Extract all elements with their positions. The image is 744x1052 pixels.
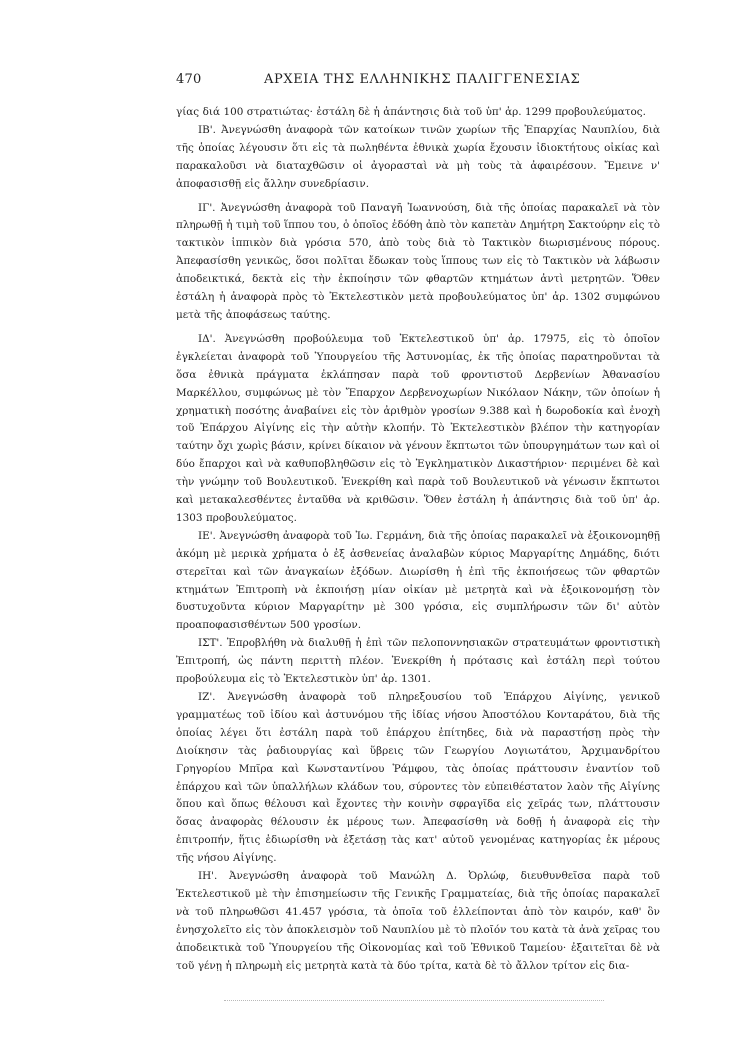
- paragraph-ie: ΙΕ'. Ἀνεγνώσθη ἀναφορὰ τοῦ Ἰω. Γερμάνη, διὰ τῆς ὁποίας παρακαλεῖ νὰ ἐξοικονομηθῇ ἀκόμη μὲ μερικὰ χρήματα ὁ ἐξ ἀσθενείας ἀναλαβὼν κύριος Μαργαρίτης Δημάδης, διότι στερεῖται καὶ τῶν ἀναγκαίων ἐξόδων. Διωρίσθη ἡ ἐπὶ τῆς ἐκποιήσεως τῶν φθαρτῶν κτημάτων Ἐπιτροπὴ νὰ ἐκποιήσῃ μίαν οἰκίαν μὲ μετρητὰ καὶ νὰ ἐξοικονομήσῃ τὸν δυστυχοῦντα κύριον Μαργαρίτην μὲ 300 γρόσια, εἰς συμπλήρωσιν τῶν δι' αὐτὸν προαποφασισθέντων 500 γροσίων.: [176, 529, 660, 632]
- paragraph-continuation: γίας διά 100 στρατιώτας· ἐστάλη δὲ ἡ ἀπάντησις διὰ τοῦ ὑπ' ἀρ. 1299 προβουλεύματος.: [176, 106, 646, 118]
- paragraph-iz: ΙΖ'. Ἀνεγνώσθη ἀναφορὰ τοῦ πληρεξουσίου τοῦ Ἐπάρχου Αἰγίνης, γενικοῦ γραμματέως τοῦ ἰδίου καὶ ἀστυνόμου τῆς ἰδίας νήσου Ἀποστόλου Κονταράτου, διὰ τῆς ὁποίας λέγει ὅτι ἐστάλη παρὰ τοῦ ἐπάρχου ἐπίτηδες, διὰ νὰ παραστήσῃ πρὸς τὴν Διοίκησιν τὰς ῥαδιουργίας καὶ ὕβρεις τῶν Γεωργίου Λογιωτάτου, Ἀρχιμανδρίτου Γρηγορίου Μπῖρα καὶ Κωνσταντίνου Ῥάμφου, τὰς ὁποίας πράττουσιν ἐναντίον τοῦ ἐπάρχου καὶ τῶν ὑπαλλήλων κλάδων του, σύροντες τὸν εὐπειθέστατον λαὸν τῆς Αἰγίνης ὅπου καὶ ὅπως θέλουσι καὶ ἔχοντες τὴν κοινὴν σφραγῖδα εἰς χεῖράς των, πλάττουσιν ὅσας ἀναφορὰς θέλουσιν ἐκ μέρους των. Ἀπεφασίσθη νὰ δοθῇ ἡ ἀναφορὰ εἰς τὴν ἐπιτροπήν, ἥτις ἐδιωρίσθη νὰ ἐξετάσῃ τὰς κατ' αὐτοῦ γενομένας κατηγορίας ἐκ μέρους τῆς νήσου Αἰγίνης.: [176, 691, 660, 865]
- bottom-dotted-rule: [224, 1000, 604, 1001]
- paragraph-ib: ΙΒ'. Ἀνεγνώσθη ἀναφορὰ τῶν κατοίκων τινῶν χωρίων τῆς Ἐπαρχίας Ναυπλίου, διὰ τῆς ὁποίας λέγουσιν ὅτι εἰς τὰ πωληθέντα ἐθνικὰ χωρία ἔχουσιν ἰδιοκτήτους οἰκίας καὶ παρακαλοῦσι νὰ διαταχθῶσιν οἱ ἀγορασταὶ νὰ μὴ τοὺς τὰ ἀφαιρέσουν. Ἔμεινε ν' ἀποφασισθῇ εἰς ἄλλην συνεδρίασιν.: [176, 123, 660, 190]
- body-text: [176, 104, 660, 976]
- paragraph-ig: ΙΓ'. Ἀνεγνώσθη ἀναφορὰ τοῦ Παναγῆ Ἰωαννούση, διὰ τῆς ὁποίας παρακαλεῖ νὰ τὸν πληρωθῇ ἡ τιμὴ τοῦ ἵππου του, ὁ ὁποῖος ἐδόθη ἀπὸ τὸν καπετὰν Δημήτρη Σακτούρην εἰς τὸ τακτικὸν ἱππικὸν διὰ γρόσια 570, ἀπὸ τοὺς διὰ τὸ Τακτικὸν διωρισμένους πόρους. Ἀπεφασίσθη γενικῶς, ὅσοι πολῖται ἔδωκαν τοὺς ἵππους των εἰς τὸ Τακτικὸν νὰ λάβωσιν ἀποδεικτικά, δεκτὰ εἰς τὴν ἐκποίησιν τῶν φθαρτῶν κτημάτων ἀντὶ μετρητῶν. Ὅθεν ἐστάλη ἡ ἀναφορὰ πρὸς τὸ Ἐκτελεστικὸν μετὰ προβουλεύματος ὑπ' ἀρ. 1302 συμφώνου μετὰ τῆς ἀποφάσεως ταύτης.: [176, 201, 660, 321]
- page-number: 470: [176, 72, 202, 87]
- paragraph-ih: ΙΗ'. Ἀνεγνώσθη ἀναφορὰ τοῦ Μανώλη Δ. Ὀρλώφ, διευθυνθεῖσα παρὰ τοῦ Ἐκτελεστικοῦ μὲ τὴν ἐπισημείωσιν τῆς Γενικῆς Γραμματείας, διὰ τῆς ὁποίας παρακαλεῖ νὰ τοῦ πληρωθῶσι 41.457 γρόσια, τὰ ὁποῖα τοῦ ἐλλείπονται ἀπὸ τὸν καιρόν, καθ' ὃν ἐνησχολεῖτο εἰς τὸν ἀποκλεισμὸν τοῦ Ναυπλίου μὲ τὸ πλοῖόν του κατὰ τὰ ἀνὰ χεῖρας του ἀποδεικτικὰ τοῦ Ὑπουργείου τῆς Οἰκονομίας καὶ τοῦ Ἐθνικοῦ Ταμείου· ἐξαιτεῖται δὲ νὰ τοῦ γένῃ ἡ πληρωμὴ εἰς μετρητὰ κατὰ τὰ δύο τρίτα, κατὰ δὲ τὸ ἄλλον τρίτον εἰς δια-: [176, 870, 660, 972]
- running-title: ΑΡΧΕΙΑ ΤΗΣ ΕΛΛΗΝΙΚΗΣ ΠΑΛΙΓΓΕΝΕΣΙΑΣ: [264, 72, 581, 87]
- paragraph-id: ΙΔ'. Ἀνεγνώσθη προβούλευμα τοῦ Ἐκτελεστικοῦ ὑπ' ἀρ. 17975, εἰς τὸ ὁποῖον ἐγκλείεται ἀναφορὰ τοῦ Ὑπουργείου τῆς Ἀστυνομίας, ἐκ τῆς ὁποίας παρατηροῦνται τὰ ὅσα ἐθνικὰ πράγματα ἐκλάπησαν παρὰ τοῦ φροντιστοῦ Δερβενίων Ἀθανασίου Μαρκέλλου, συμφώνως μὲ τὸν Ἔπαρχον Δερβενοχωρίων Νικόλαον Νάκην, τῶν ὁποίων ἡ χρηματικὴ ποσότης ἀναβαίνει εἰς τὸν ἀριθμὸν γροσίων 9.388 καὶ ἡ δωροδοκία καὶ ἐνοχὴ τοῦ Ἐπάρχου Αἰγίνης εἰς τὴν αὐτὴν κλοπήν. Τὸ Ἐκτελεστικὸν βλέπον τὴν κατηγορίαν ταύτην ὄχι χωρὶς βάσιν, κρίνει δίκαιον νὰ γένουν ἔκπτωτοι τῶν ὑπουργημάτων των καὶ οἱ δύο ἔπαρχοι καὶ νὰ καθυποβληθῶσιν εἰς τὸ Ἐγκληματικὸν Δικαστήριον· περιμένει δὲ καὶ τὴν γνώμην τοῦ Βουλευτικοῦ. Ἐνεκρίθη καὶ παρὰ τοῦ Βουλευτικοῦ νὰ γένωσιν ἔκπτωτοι καὶ μετακαλεσθέντες ἐνταῦθα νὰ κριθῶσιν. Ὅθεν ἐστάλη ἡ ἀπάντησις διὰ τοῦ ὑπ' ἀρ. 1303 προβουλεύματος.: [176, 332, 660, 524]
- paragraph-ist: ΙΣΤ'. Ἐπροβλήθη νὰ διαλυθῇ ἡ ἐπὶ τῶν πελοποννησιακῶν στρατευμάτων φροντιστικὴ Ἐπιτροπή, ὡς πάντη περιττὴ πλέον. Ἐνεκρίθη ἡ πρότασις καὶ ἐστάλη περὶ τούτου προβούλευμα εἰς τὸ Ἐκτελεστικὸν ὑπ' ἀρ. 1301.: [176, 637, 660, 686]
